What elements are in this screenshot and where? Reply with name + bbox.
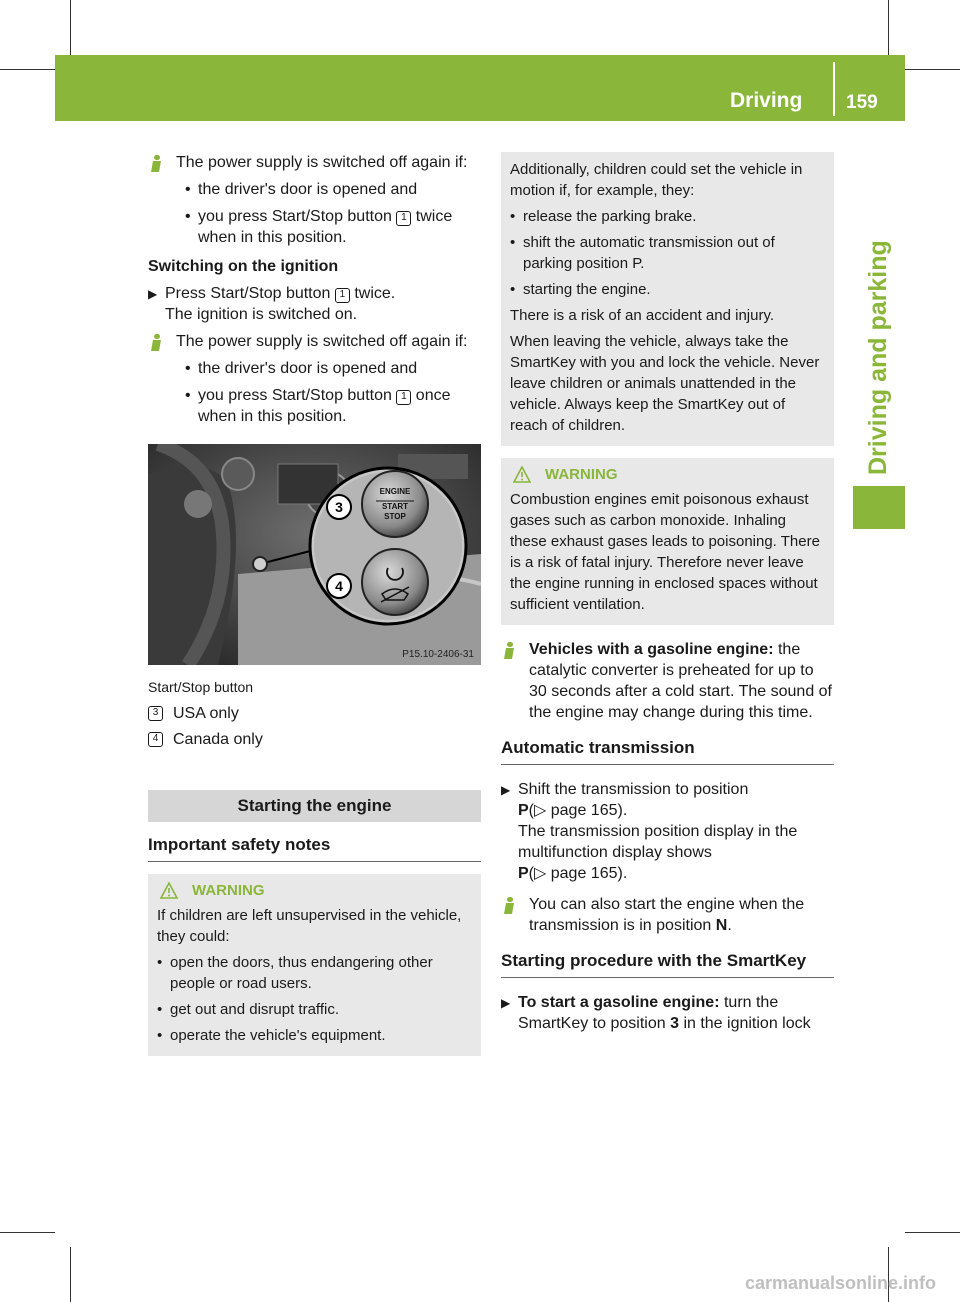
list-item: • the driver's door is opened and [185,181,418,198]
subheading: Switching on the ignition [148,258,339,275]
list-item: • starting the engine. [510,281,651,298]
crop-mark [70,0,71,55]
info-note [148,331,481,427]
info-icon [501,896,521,914]
info-note: Vehicles with a gasoline engine: the catalytic converter is preheated for up to 30 seconds after a cold start. The sound of the engine may change during this time. [501,639,834,723]
warning-icon [160,882,178,899]
info-text: The power supply is switched off again if: [176,333,468,350]
step-arrow-icon: ▶ [148,287,158,301]
legend-item: 4 Canada only [148,729,481,750]
callout-1-icon: 1 [396,211,411,226]
crop-mark [0,69,55,70]
list-item: • release the parking brake. [510,208,697,225]
risk-text: There is a risk of an accident and injury. [510,307,775,324]
crop-mark [905,69,960,70]
dashboard-illustration [148,444,481,665]
info-icon [501,641,521,659]
chapter-tab [853,486,905,529]
crop-mark [888,0,889,55]
warning-header: WARNING [513,464,826,485]
info-note: You can also start the engine when the transmission is in position N. [501,894,834,936]
list-item: • shift the automatic transmission out of parking position P. [510,234,775,272]
instruction-step: ▶ Shift the transmission to position P(▷ page 165). The transmission position display in the multifunction display shows P(▷ page 165). [501,781,798,882]
crop-mark [70,1247,71,1302]
right-column [501,152,834,1034]
list-item: • the driver's door is opened and [185,360,418,377]
step-arrow-icon: ▶ [501,996,511,1010]
stop-label: STOP [384,512,406,521]
page-title: Driving [730,89,803,112]
warning-continued-box [501,152,834,446]
callout-3-label: 3 [335,499,343,515]
list-item: • you press Start/Stop button 1 twice when in this position. [185,208,453,246]
callout-1-icon: 1 [335,288,350,303]
figure-code: P15.10-2406-31 [402,649,474,660]
header-divider [833,62,835,116]
warning-icon [513,466,531,483]
engine-label: ENGINE [379,487,411,496]
start-label: START [381,502,409,511]
info-icon [148,154,168,172]
list-item: • operate the vehicle's equipment. [157,1027,386,1044]
info-text: The power supply is switched off again if: [176,154,468,171]
auto-heading: Automatic transmission [501,737,834,765]
safety-heading: Important safety notes [148,834,481,862]
callout-3-icon: 3 [148,706,163,721]
figure-caption: Start/Stop button [148,679,254,695]
instruction-step: ▶ Press Start/Stop button 1 twice. The ignition is switched on. [148,285,396,323]
watermark: carmanualsonline.info [745,1273,937,1293]
page-number: 159 [846,92,878,113]
callout-1-icon: 1 [396,390,411,405]
chapter-label-text: Driving and parking [864,240,892,475]
step-result: The ignition is switched on. [165,306,358,323]
warning-text: Combustion engines emit poisonous exhaust gases such as carbon monoxide. Inhaling these exhaust gases leads to poisoning. There is a risk of fatal injury. Therefore never leave the engine running in enclosed spaces without sufficient ventilation. [510,491,820,613]
crop-mark [0,1232,55,1233]
advice-text: When leaving the vehicle, always take the SmartKey with you and lock the vehicle. Never leave children or animals unattended in the vehicle. Always keep the SmartKey out of reach of children. [510,333,820,434]
list-item: • you press Start/Stop button 1 once when in this position. [185,387,451,425]
warning-intro: If children are left unsupervised in the vehicle, they could: [157,907,462,945]
callout-4-icon: 4 [148,732,163,747]
warning-box [148,874,481,1056]
callout-4-label: 4 [335,578,343,594]
info-icon [148,333,168,351]
info-note [148,152,481,248]
warning-header: WARNING [160,880,473,901]
list-item: • open the doors, thus endangering other people or road users. [157,954,433,992]
list-item: • get out and disrupt traffic. [157,1001,339,1018]
section-title: Starting the engine [148,790,481,822]
legend-item: 3 USA only [148,703,481,724]
dashboard-photo [148,444,481,665]
box-intro: Additionally, children could set the vehicle in motion if, for example, they: [510,161,803,199]
warning-box [501,458,834,625]
instruction-step: ▶ To start a gasoline engine: turn the SmartKey to position 3 in the ignition lock [501,994,811,1032]
step-arrow-icon: ▶ [501,783,511,797]
left-column [148,152,481,1056]
smartkey-heading: Starting procedure with the SmartKey [501,950,834,978]
crop-mark [905,1232,960,1233]
